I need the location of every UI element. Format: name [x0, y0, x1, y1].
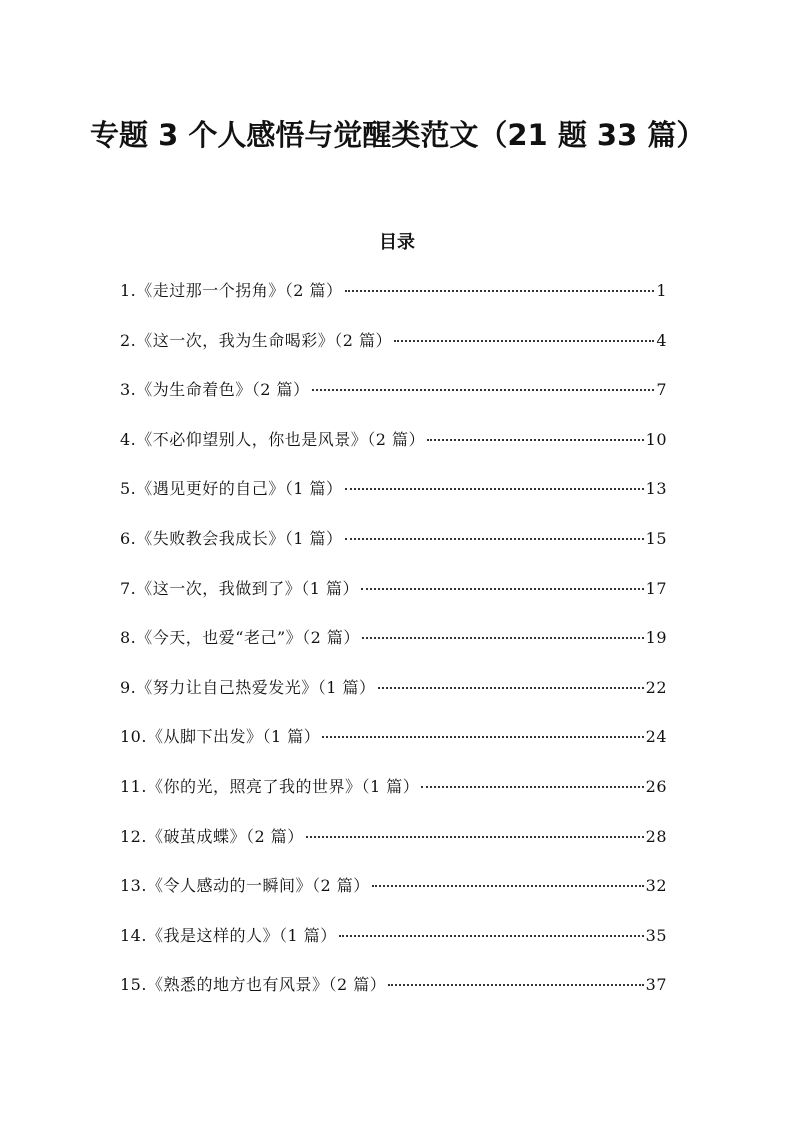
toc-entry[interactable] — [120, 972, 667, 1022]
toc-entry-title: 《今天，也爱“老己”》（2 篇） — [136, 628, 360, 648]
toc-dot-leader — [421, 786, 643, 788]
toc-entry-number: 2. — [120, 330, 137, 350]
toc-entry-page: 26 — [645, 776, 667, 796]
toc-entry-number: 10. — [120, 727, 147, 747]
toc-entry[interactable] — [120, 476, 667, 526]
toc-entry-number: 8. — [120, 628, 137, 648]
toc-entry-page: 10 — [645, 429, 667, 449]
table-of-contents — [120, 278, 667, 1022]
toc-dot-leader — [345, 290, 655, 292]
toc-entry-number: 4. — [120, 429, 137, 449]
toc-entry-title: 《失败教会我成长》（1 篇） — [136, 528, 343, 548]
toc-entry-title: 《为生命着色》（2 篇） — [136, 380, 310, 400]
toc-entry[interactable] — [120, 377, 667, 427]
toc-entry-page: 24 — [645, 727, 667, 747]
toc-entry-page: 7 — [656, 380, 667, 400]
toc-entry-number: 7. — [120, 578, 137, 598]
toc-dot-leader — [322, 736, 643, 738]
toc-entry-page: 28 — [645, 826, 667, 846]
toc-entry[interactable] — [120, 526, 667, 576]
toc-entry-title: 《走过那一个拐角》（2 篇） — [136, 281, 343, 300]
toc-entry[interactable] — [120, 625, 667, 675]
toc-entry-number: 14. — [120, 925, 147, 945]
toc-dot-leader — [345, 538, 644, 540]
toc-dot-leader — [394, 340, 654, 342]
toc-dot-leader — [306, 836, 644, 838]
toc-entry[interactable] — [120, 576, 667, 626]
toc-entry-page: 15 — [645, 528, 667, 548]
toc-entry-number: 15. — [120, 975, 147, 995]
toc-entry-page: 19 — [645, 628, 667, 648]
toc-entry[interactable] — [120, 675, 667, 725]
toc-entry-page: 4 — [656, 330, 667, 350]
toc-dot-leader — [362, 637, 644, 639]
toc-entry[interactable] — [120, 278, 667, 328]
toc-entry[interactable] — [120, 873, 667, 923]
toc-entry-page: 1 — [656, 281, 667, 300]
toc-dot-leader — [339, 935, 644, 937]
toc-dot-leader — [345, 488, 644, 490]
toc-entry-title: 《破茧成蝶》（2 篇） — [146, 826, 304, 846]
toc-entry-title: 《这一次，我做到了》（1 篇） — [136, 578, 360, 598]
toc-entry-title: 《从脚下出发》（1 篇） — [146, 727, 321, 747]
toc-dot-leader — [388, 984, 643, 986]
toc-entry-page: 35 — [645, 925, 667, 945]
toc-entry-title: 《令人感动的一瞬间》（2 篇） — [146, 876, 370, 896]
toc-entry[interactable] — [120, 774, 667, 824]
toc-dot-leader — [372, 885, 644, 887]
toc-entry[interactable] — [120, 923, 667, 973]
toc-entry-number: 9. — [120, 677, 137, 697]
toc-entry-number: 5. — [120, 479, 137, 499]
toc-dot-leader — [378, 687, 644, 689]
toc-dot-leader — [361, 588, 644, 590]
toc-entry[interactable] — [120, 427, 667, 477]
toc-entry-page: 32 — [645, 876, 667, 896]
toc-entry-number: 12. — [120, 826, 147, 846]
toc-dot-leader — [427, 439, 644, 441]
toc-entry-title: 《不必仰望别人，你也是风景》（2 篇） — [136, 429, 426, 449]
toc-entry-title: 《努力让自己热爱发光》（1 篇） — [136, 677, 376, 697]
toc-entry[interactable] — [120, 328, 667, 378]
toc-entry-title: 《这一次，我为生命喝彩》（2 篇） — [136, 330, 393, 350]
toc-entry-title: 《我是这样的人》（1 篇） — [146, 925, 337, 945]
toc-entry-title: 《熟悉的地方也有风景》（2 篇） — [146, 975, 387, 995]
toc-entry-number: 1. — [120, 281, 137, 300]
toc-heading: 目录 — [379, 232, 415, 253]
toc-entry-title: 《遇见更好的自己》（1 篇） — [136, 479, 343, 499]
toc-entry-page: 13 — [645, 479, 667, 499]
toc-entry-title: 《你的光，照亮了我的世界》（1 篇） — [146, 776, 420, 796]
toc-entry[interactable] — [120, 824, 667, 874]
toc-entry-number: 6. — [120, 528, 137, 548]
document-title: 专题 3 个人感悟与觉醒类范文（21 题 33 篇） — [90, 118, 706, 152]
toc-entry-number: 3. — [120, 380, 137, 400]
toc-entry-number: 13. — [120, 876, 147, 896]
toc-entry-number: 11. — [120, 776, 147, 796]
toc-entry-page: 17 — [645, 578, 667, 598]
toc-entry[interactable] — [120, 724, 667, 774]
toc-dot-leader — [312, 389, 655, 391]
toc-entry-page: 37 — [645, 975, 667, 995]
toc-entry-page: 22 — [645, 677, 667, 697]
